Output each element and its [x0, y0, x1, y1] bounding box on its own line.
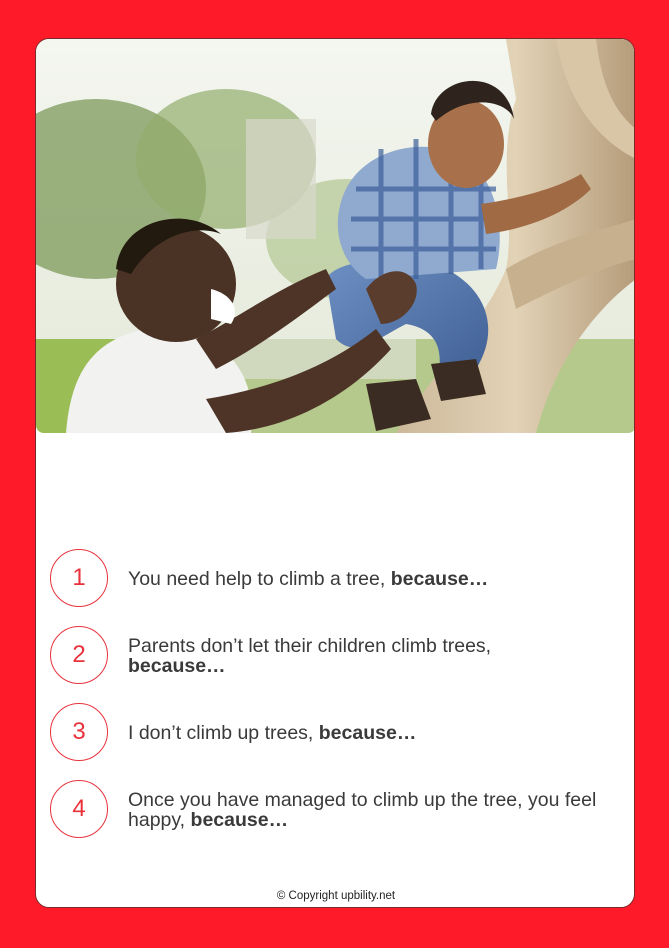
prompt-text [128, 636, 608, 676]
prompt-text [128, 723, 608, 743]
prompt-number-badge: 4 [50, 780, 108, 838]
prompt-sentence: You need help to climb a tree, [128, 568, 386, 590]
prompt-item [50, 703, 620, 763]
prompt-number-badge: 2 [50, 626, 108, 684]
prompt-text [128, 569, 608, 589]
photo [36, 39, 635, 433]
prompt-because: because… [128, 655, 226, 677]
prompt-number-badge: 1 [50, 549, 108, 607]
activity-card [35, 38, 635, 908]
copyright-notice: © Copyright upbility.net [276, 890, 396, 902]
prompt-because: because… [318, 722, 417, 744]
photo-illustration [36, 39, 635, 433]
prompt-text [128, 790, 608, 830]
prompt-number-badge: 3 [50, 703, 108, 761]
prompt-item [50, 549, 620, 609]
prompt-list [50, 549, 620, 857]
prompt-sentence: Parents don’t let their children climb trees, [128, 635, 492, 657]
prompt-item [50, 780, 620, 840]
prompt-item [50, 626, 620, 686]
prompt-because: because… [190, 809, 289, 831]
prompt-because: because… [390, 568, 489, 590]
prompt-sentence: I don’t climb up trees, [128, 722, 314, 744]
prompt-sentence: Once you have managed to climb up the tree, you feel happy, [128, 789, 597, 831]
